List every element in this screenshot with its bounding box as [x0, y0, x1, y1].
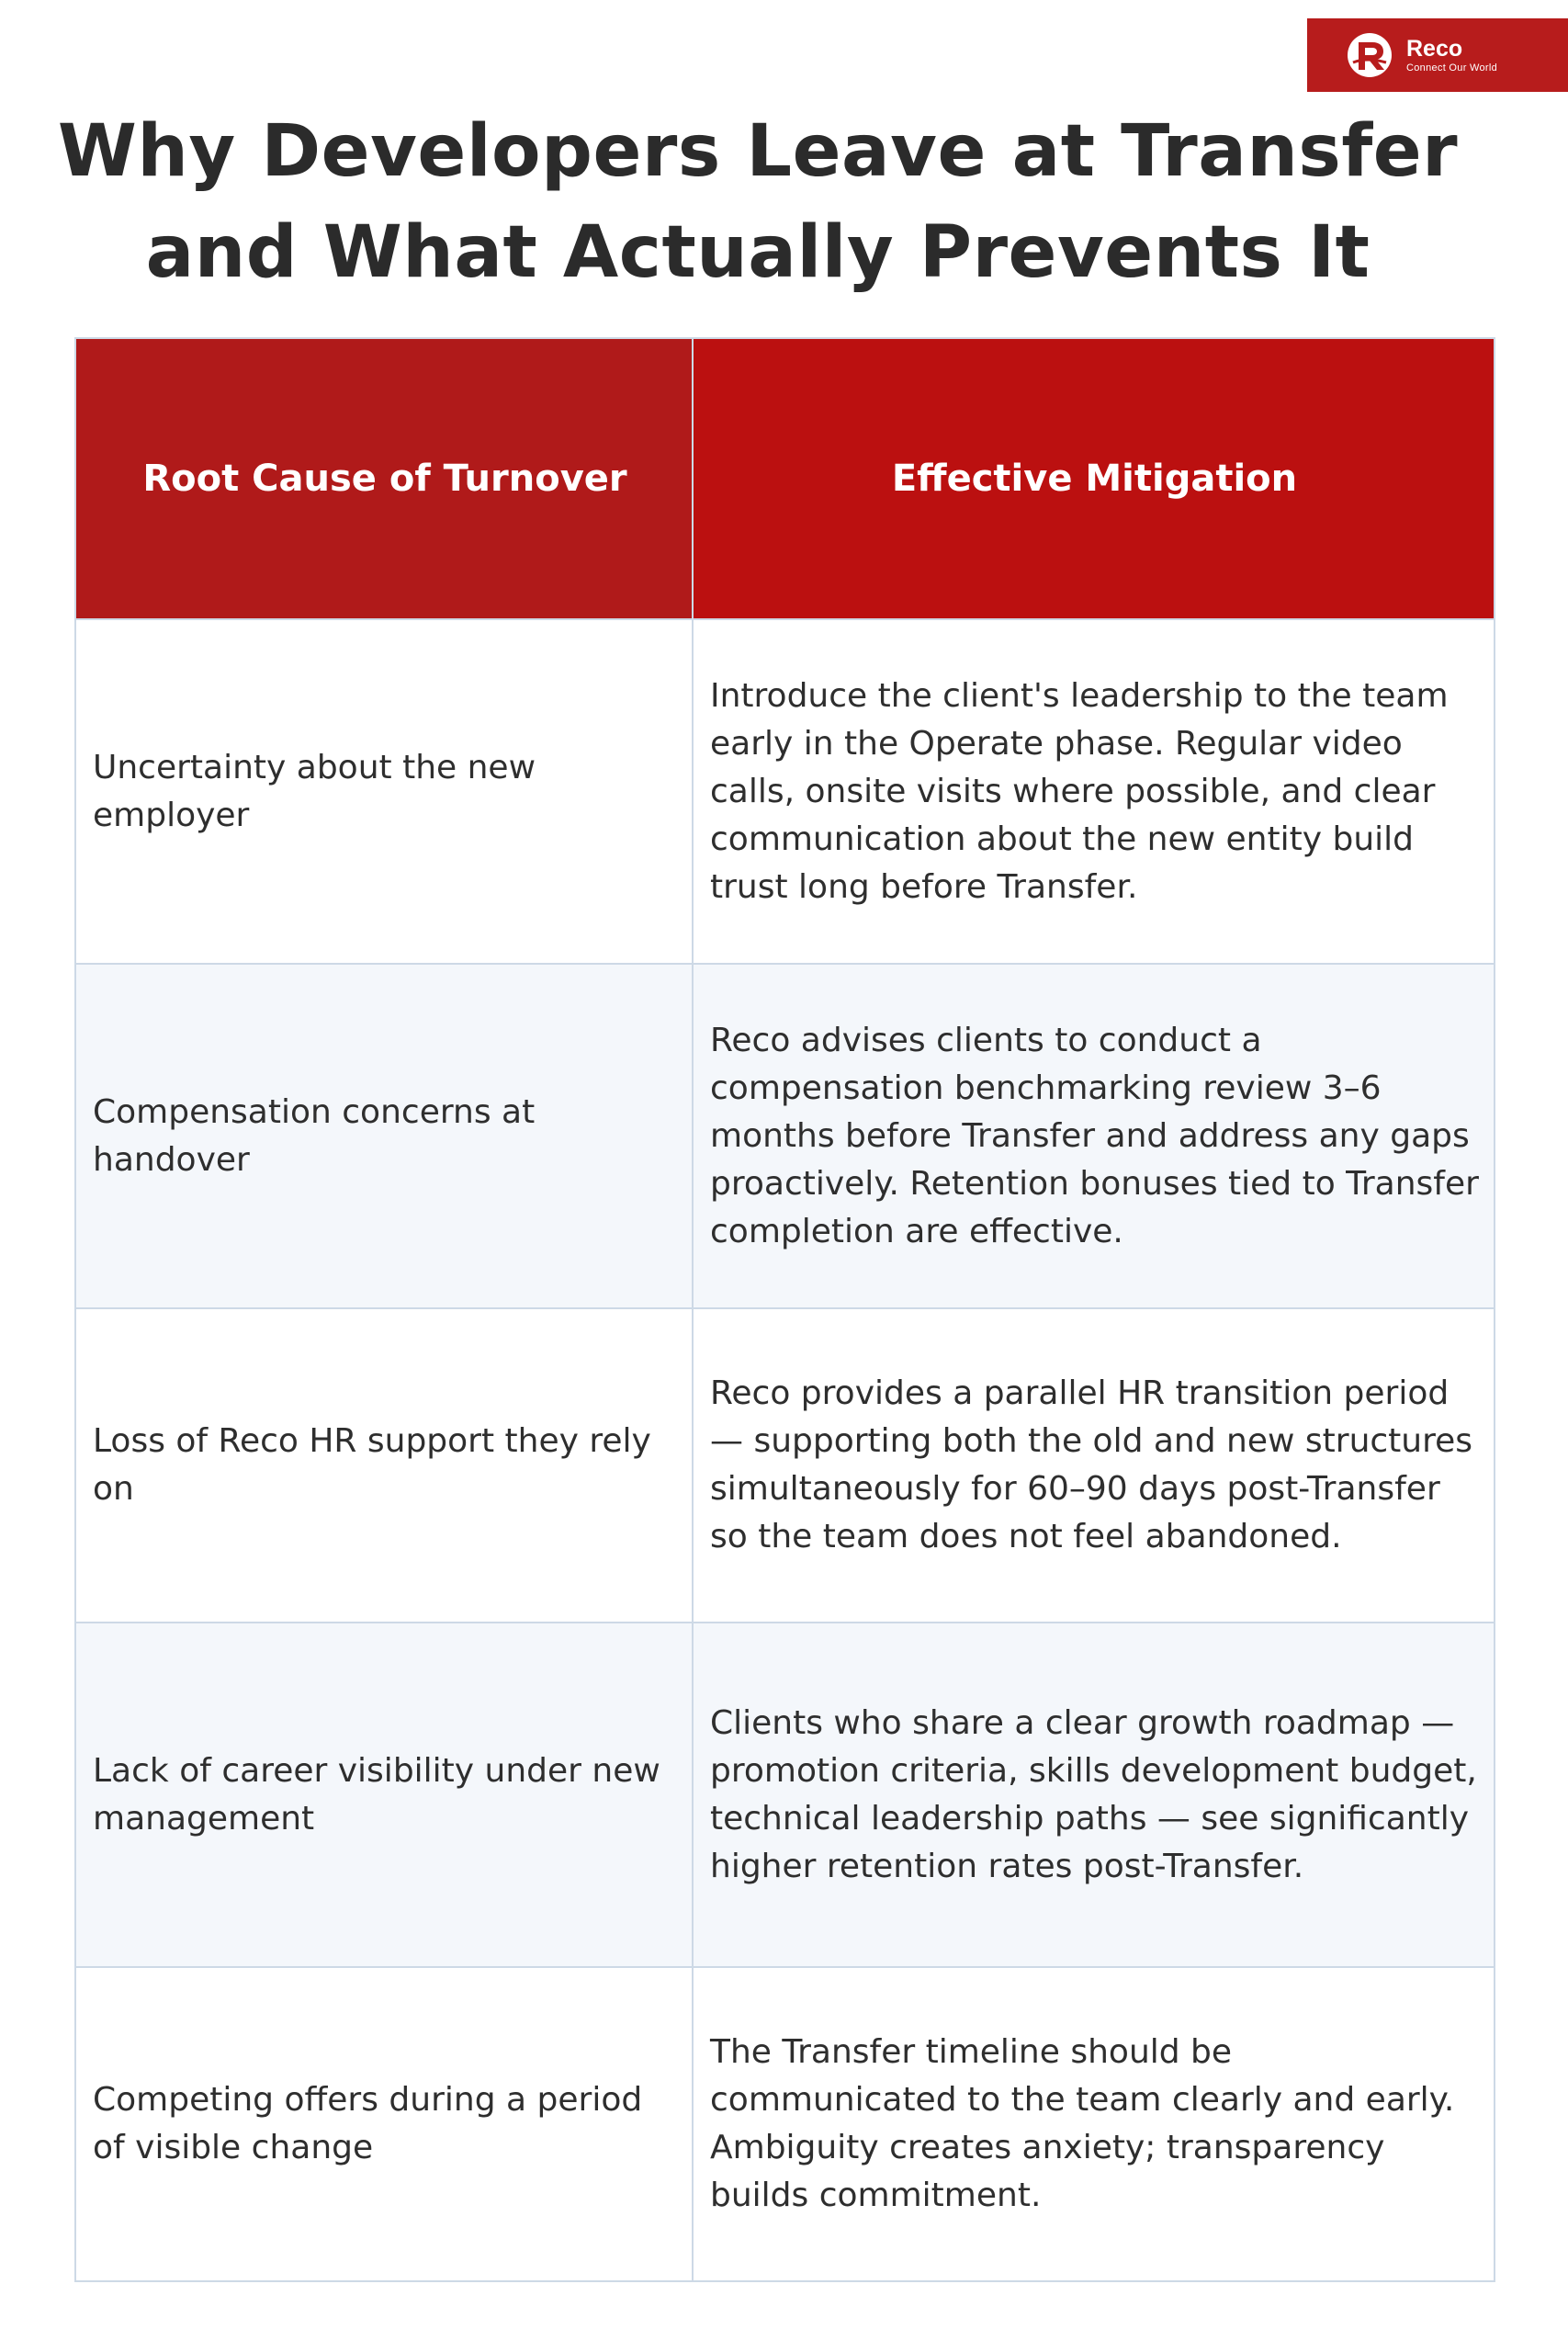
root-cause-cell: Compensation concerns at handover	[75, 964, 693, 1308]
page-title-line-1: Why Developers Leave at Transfer	[57, 110, 1459, 193]
table-header-row	[75, 338, 1495, 619]
reco-logo-icon	[1346, 31, 1393, 79]
table-row	[75, 1308, 1495, 1623]
root-cause-cell: Loss of Reco HR support they rely on	[75, 1308, 693, 1623]
turnover-mitigation-table	[74, 337, 1495, 2282]
mitigation-cell: Reco advises clients to conduct a compensation benchmarking review 3–6 months before Transfer and address any gaps proactively. Retention bonuses tied to Transfer completion are effective.	[693, 964, 1495, 1308]
root-cause-cell: Lack of career visibility under new management	[75, 1623, 693, 1967]
logo-tagline: Connect Our World	[1406, 62, 1498, 74]
table-row	[75, 1623, 1495, 1967]
logo-name: Reco	[1406, 36, 1463, 62]
header-root-cause: Root Cause of Turnover	[75, 338, 693, 619]
mitigation-cell: Introduce the client's leadership to the team early in the Operate phase. Regular video calls, onsite visits where possible, and clear communication about the new entity build trust long before Transfer.	[693, 619, 1495, 964]
mitigation-cell: The Transfer timeline should be communicated to the team clearly and early. Ambiguity creates anxiety; transparency builds commitment.	[693, 1967, 1495, 2281]
mitigation-cell: Clients who share a clear growth roadmap — promotion criteria, skills development budget, technical leadership paths — see significantly higher retention rates post-Transfer.	[693, 1623, 1495, 1967]
header-effective-mitigation: Effective Mitigation	[693, 338, 1495, 619]
table-row	[75, 1967, 1495, 2281]
table-row	[75, 619, 1495, 964]
page-title-line-2: and What Actually Prevents It	[145, 211, 1371, 294]
root-cause-cell: Uncertainty about the new employer	[75, 619, 693, 964]
mitigation-cell: Reco provides a parallel HR transition period — supporting both the old and new structures simultaneously for 60–90 days post-Transfer so the team does not feel abandoned.	[693, 1308, 1495, 1623]
page-title	[0, 101, 1516, 303]
table-row	[75, 964, 1495, 1308]
brand-logo	[1307, 18, 1568, 92]
root-cause-cell: Competing offers during a period of visible change	[75, 1967, 693, 2281]
